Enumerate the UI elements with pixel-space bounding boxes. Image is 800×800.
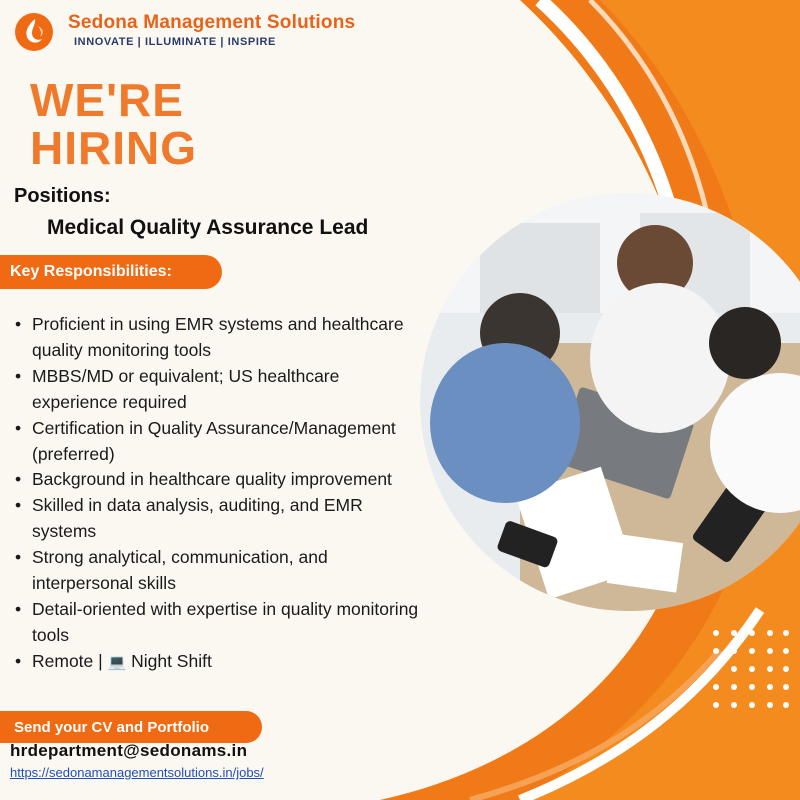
hiring-headline [30,76,197,172]
headline-line-2: HIRING [30,122,197,174]
list-item: • Proficient in using EMR systems and healthcare quality monitoring tools [15,314,404,360]
headline-line-1: WE'RE [30,74,184,126]
bullet-glyph: • [15,417,22,438]
send-cv-banner [0,711,262,743]
bullet-glyph: • [15,365,22,386]
company-name: Sedona Management Solutions [68,12,356,33]
list-item: • Background in healthcare quality improvement [15,467,425,493]
key-responsibilities-label: Key Responsibilities: [10,263,172,280]
bullet-glyph: • [15,314,22,334]
bullet-glyph: • [15,469,22,490]
list-item-remote-night-shift: • Remote | 💻 Night Shift [15,649,425,676]
key-responsibilities-banner [0,255,222,289]
contact-email[interactable]: hrdepartment@sedonams.in [10,741,248,760]
list-item: • Skilled in data analysis, auditing, and EMR systems [15,495,363,542]
bullet-glyph: • [15,598,22,619]
jobs-link[interactable]: https://sedonamanagementsolutions.in/jobs/ [10,765,264,780]
company-tagline: INNOVATE | ILLUMINATE | INSPIRE [74,36,276,48]
bullet-glyph: • [15,650,22,671]
responsibilities-list [15,312,425,676]
list-item: • MBBS/MD or equivalent; US healthcare experience required [15,365,340,412]
send-cv-label: Send your CV and Portfolio [14,718,210,736]
dot-grid-decoration [710,627,790,727]
position-title: Medical Quality Assurance Lead [47,216,369,239]
positions-label: Positions: [14,185,111,207]
bullet-glyph: • [15,547,22,568]
list-item: • Strong analytical, communication, and interpersonal skills [15,547,328,594]
list-item: • Detail-oriented with expertise in quality monitoring tools [15,598,419,645]
flame-logo-icon [14,12,54,52]
bullet-glyph: • [15,495,22,516]
laptop-icon: 💻 [107,653,127,671]
list-item: • Certification in Quality Assurance/Management (preferred) [15,417,396,464]
